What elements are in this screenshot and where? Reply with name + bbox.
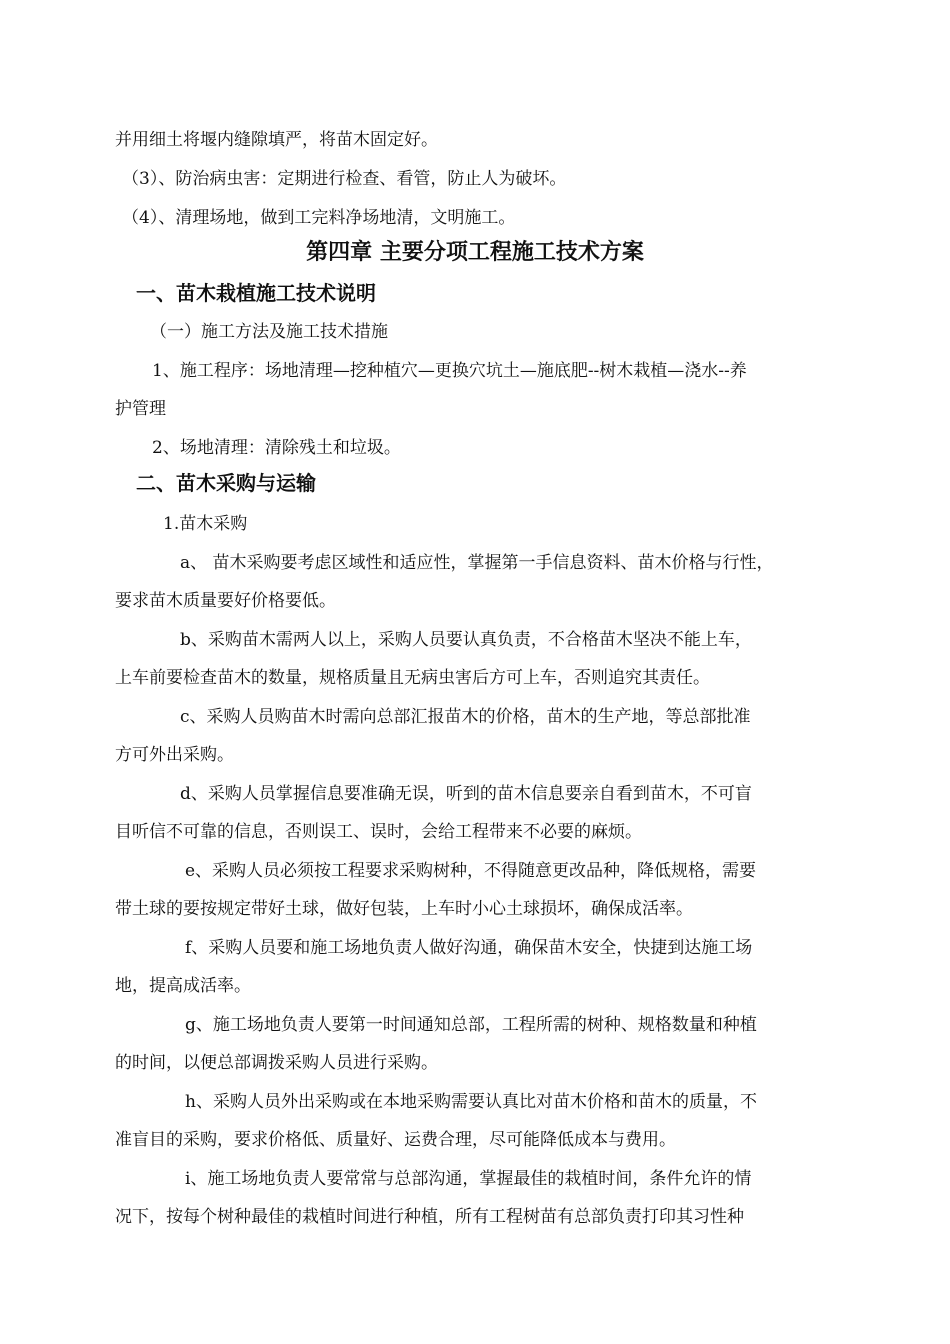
paragraph-line: a、 苗木采购要考虑区域性和适应性，掌握第一手信息资料、苗木价格与行性， (180, 553, 774, 573)
subsection-title: 1.苗木采购 (163, 514, 248, 534)
text-line: 护管理 (115, 399, 166, 419)
paragraph-line: 目听信不可靠的信息，否则误工、误时，会给工程带来不必要的麻烦。 (115, 822, 642, 842)
paragraph-line: e、采购人员必须按工程要求采购树种，不得随意更改品种，降低规格，需要 (185, 861, 757, 881)
paragraph-line: 况下，按每个树种最佳的栽植时间进行种植，所有工程树苗有总部负责打印其习性种 (115, 1207, 744, 1227)
paragraph-line: 的时间，以便总部调拨采购人员进行采购。 (115, 1053, 438, 1073)
paragraph-line: 地，提高成活率。 (115, 976, 251, 996)
text-line: （3）、防治病虫害：定期进行检查、看管，防止人为破坏。 (122, 169, 567, 189)
paragraph-line: 方可外出采购。 (115, 745, 234, 765)
paragraph-line: 上车前要检查苗木的数量，规格质量且无病虫害后方可上车，否则追究其责任。 (115, 668, 710, 688)
subsection-title: （一）施工方法及施工技术措施 (150, 322, 388, 342)
paragraph-line: f、采购人员要和施工场地负责人做好沟通，确保苗木安全，快捷到达施工场 (185, 938, 753, 958)
paragraph-line: d、采购人员掌握信息要准确无误，听到的苗木信息要亲自看到苗木，不可盲 (180, 784, 752, 804)
text-line: 2、场地清理：清除残土和垃圾。 (152, 438, 401, 458)
paragraph-line: h、采购人员外出采购或在本地采购需要认真比对苗木价格和苗木的质量，不 (185, 1092, 757, 1112)
text-line: 1、施工程序：场地清理—挖种植穴—更换穴坑土—施底肥--树木栽植—浇水--养 (152, 361, 747, 381)
paragraph-line: 带土球的要按规定带好土球，做好包装，上车时小心土球损坏，确保成活率。 (115, 899, 693, 919)
text-line: （4）、清理场地，做到工完料净场地清，文明施工。 (122, 208, 516, 228)
paragraph-line: c、采购人员购苗木时需向总部汇报苗木的价格，苗木的生产地，等总部批准 (180, 707, 751, 727)
section-title: 二、苗木采购与运输 (136, 471, 316, 495)
section-title: 一、苗木栽植施工技术说明 (136, 281, 376, 305)
paragraph-line: 要求苗木质量要好价格要低。 (115, 591, 336, 611)
paragraph-line: 准盲目的采购，要求价格低、质量好、运费合理，尽可能降低成本与费用。 (115, 1130, 676, 1150)
paragraph-line: i、施工场地负责人要常常与总部沟通，掌握最佳的栽植时间，条件允许的情 (185, 1169, 752, 1189)
paragraph-line: b、采购苗木需两人以上，采购人员要认真负责，不合格苗木坚决不能上车， (180, 630, 752, 650)
paragraph-line: g、施工场地负责人要第一时间通知总部，工程所需的树种、规格数量和种植 (185, 1015, 757, 1035)
chapter-title: 第四章 主要分项工程施工技术方案 (306, 240, 644, 265)
text-line: 并用细土将堰内缝隙填严，将苗木固定好。 (115, 130, 438, 150)
